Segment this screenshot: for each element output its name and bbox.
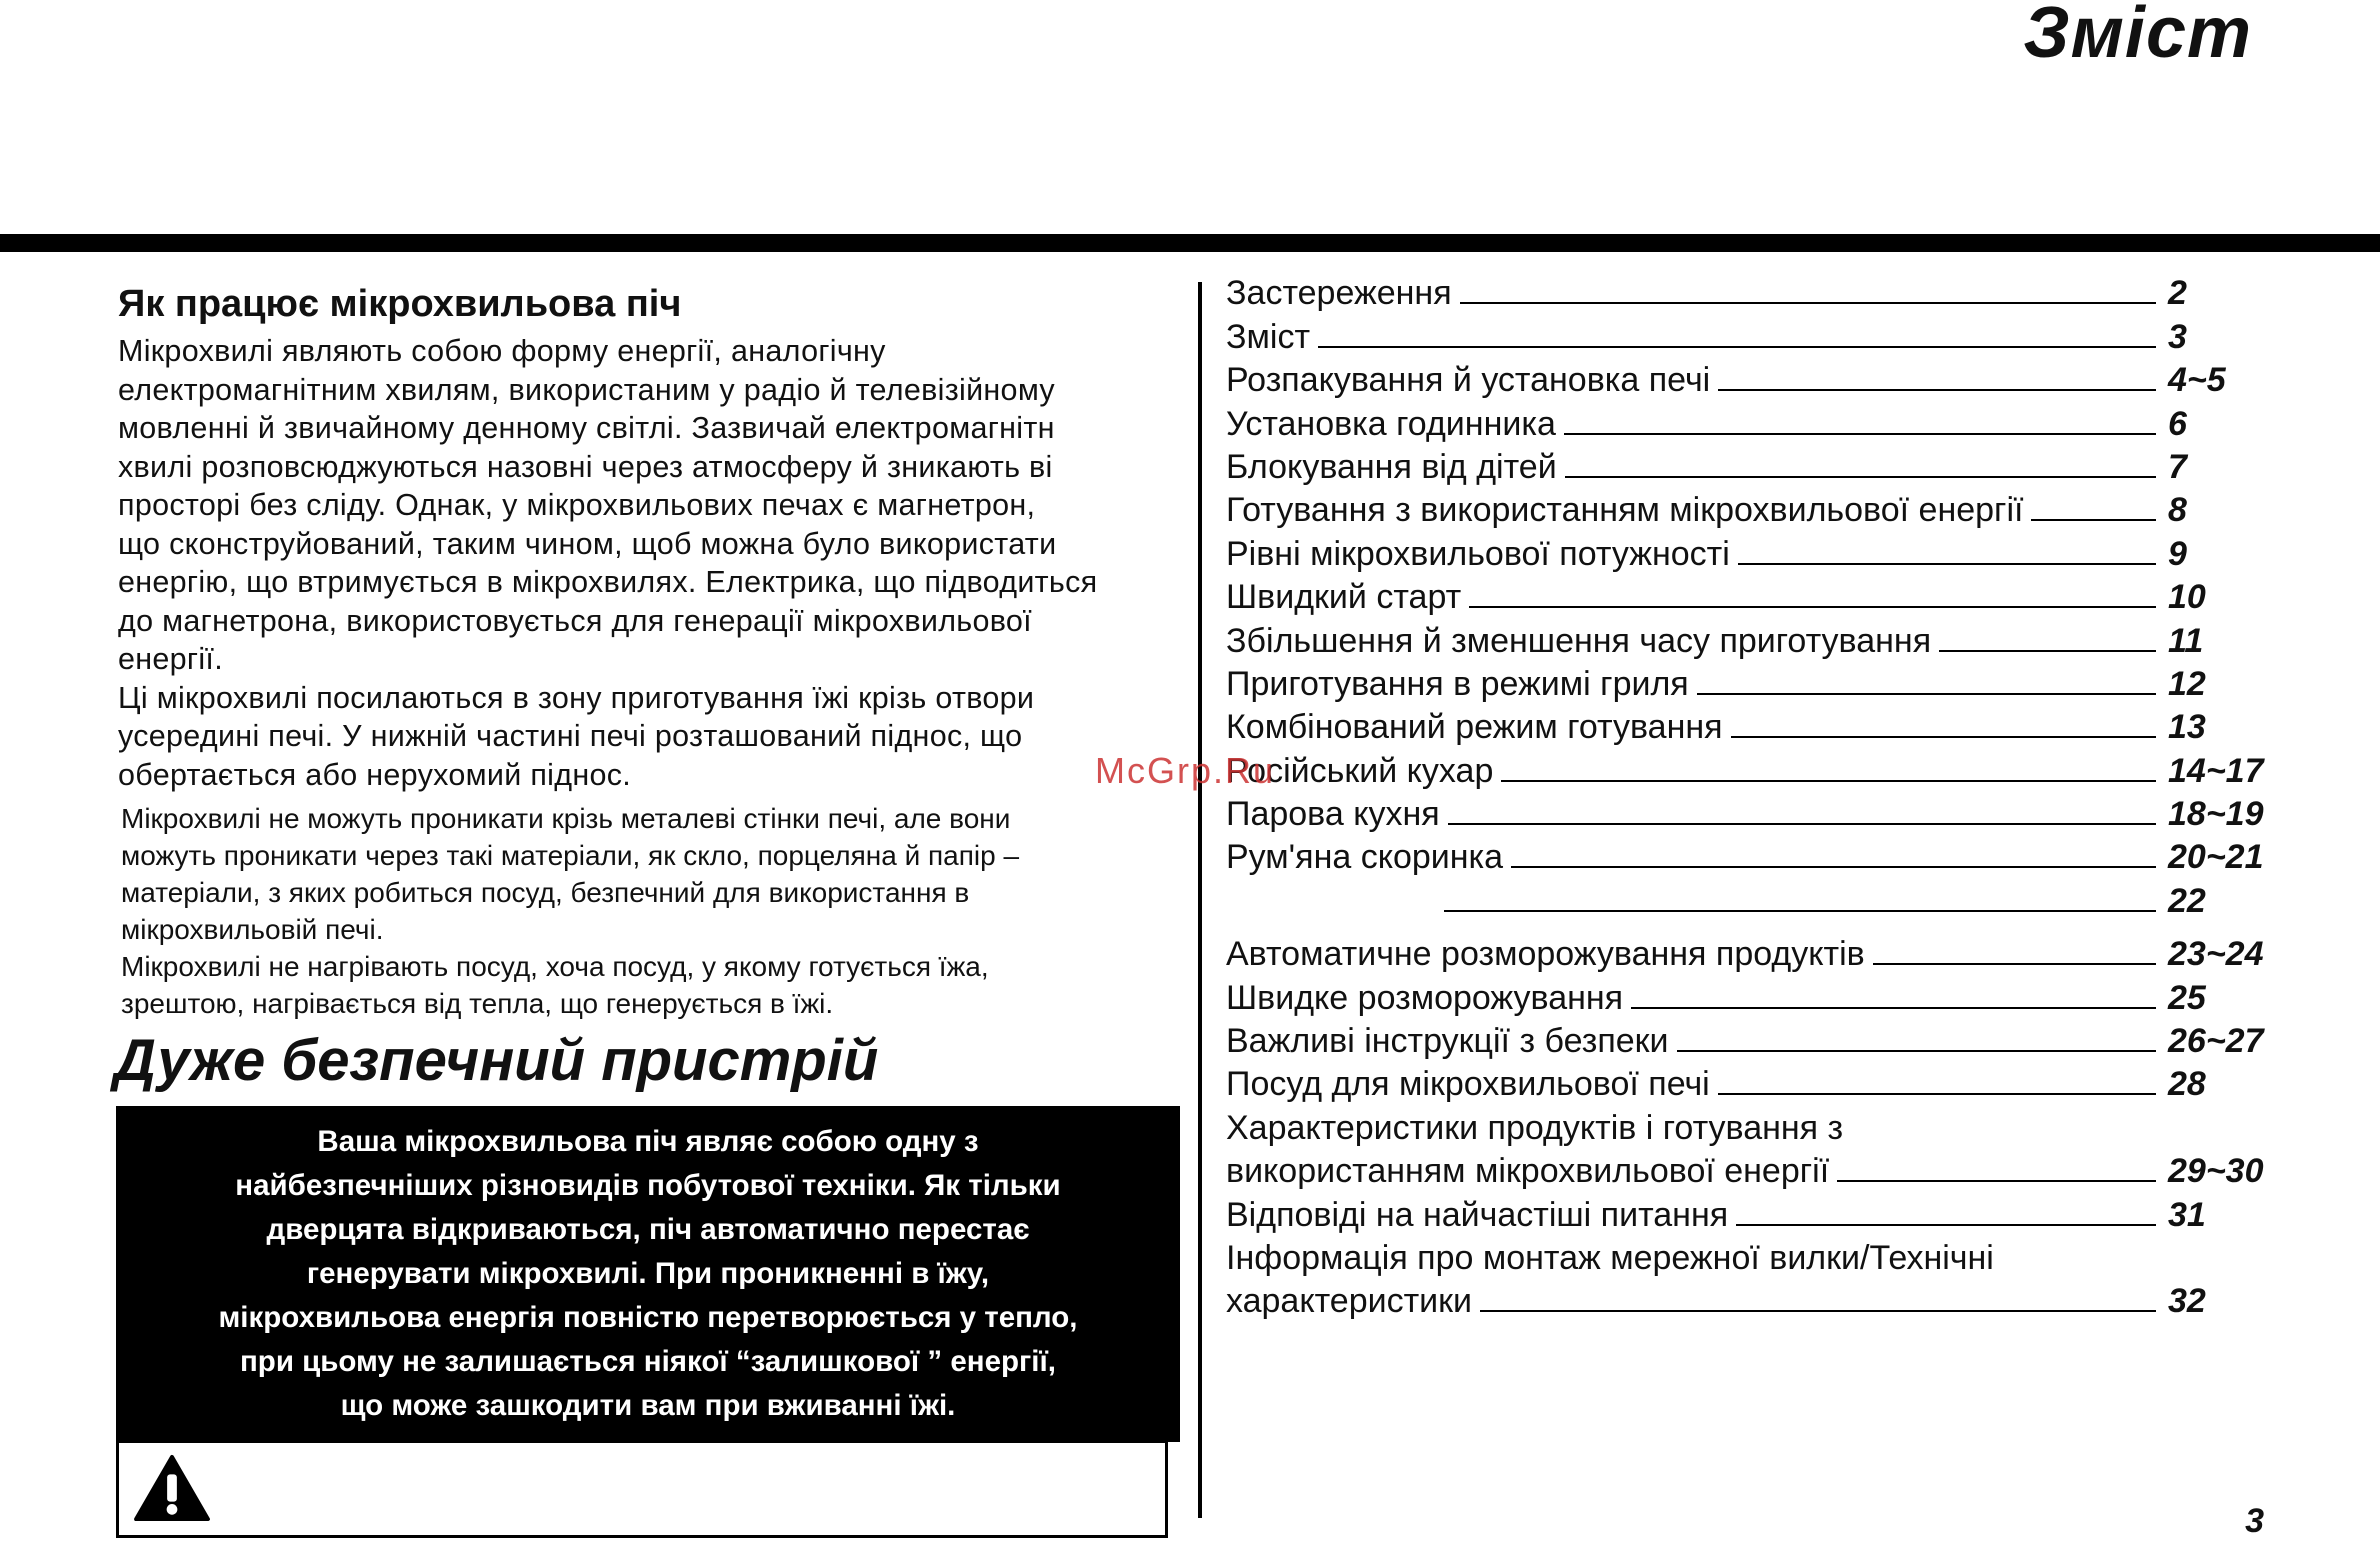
toc-entry-continued[interactable] xyxy=(1226,1235,2276,1278)
toc-entry[interactable] xyxy=(1226,1018,2276,1061)
toc-label: Російський кухар xyxy=(1226,751,1494,790)
notice-line: Ваша мікрохвильова піч являє собою одну з xyxy=(317,1125,979,1158)
toc-page: 3 xyxy=(2168,317,2187,356)
toc-page: 23~24 xyxy=(2168,935,2264,974)
toc-page: 25 xyxy=(2168,978,2206,1017)
body-line: енергію, що втримується в мікрохвилях. Електрика, що підводиться xyxy=(118,565,1098,599)
warning-box xyxy=(116,1440,1168,1538)
toc-leader xyxy=(1511,866,2156,868)
toc-entry[interactable] xyxy=(1226,974,2276,1017)
how-it-works-body xyxy=(118,332,1190,794)
toc-label: використанням мікрохвильової енергії xyxy=(1226,1152,1830,1191)
toc-entry[interactable] xyxy=(1226,574,2276,617)
toc-page: 9 xyxy=(2168,534,2187,573)
toc-page: 2 xyxy=(2168,274,2187,313)
toc-entry[interactable] xyxy=(1226,747,2276,790)
toc-leader xyxy=(1718,1093,2156,1095)
table-of-contents xyxy=(1226,270,2276,1321)
body-line: обертається або нерухомий піднос. xyxy=(118,757,632,792)
toc-page: 7 xyxy=(2168,447,2187,486)
toc-page: 20~21 xyxy=(2168,838,2264,877)
body-line: хвилі розповсюджуються назовні через атмосферу й зникають ві xyxy=(118,449,1053,484)
toc-label: Застереження xyxy=(1226,274,1452,313)
body-line: енергії. xyxy=(118,642,223,676)
toc-leader xyxy=(2031,519,2156,521)
safety-notice-box xyxy=(116,1106,1180,1442)
toc-leader xyxy=(1939,650,2156,652)
small-line: мікрохвильовій печі. xyxy=(121,914,384,945)
toc-label: характеристики xyxy=(1226,1282,1473,1321)
toc-leader xyxy=(1460,302,2156,304)
toc-entry[interactable] xyxy=(1226,400,2276,443)
toc-entry[interactable] xyxy=(1226,931,2276,974)
body-line: мовленні й звичайному денному світлі. Зазвичай електромагнітн xyxy=(118,411,1055,445)
toc-label: Розпакування й установка печі xyxy=(1226,361,1711,400)
body-line: що сконструйований, таким чином, щоб можна було використати xyxy=(118,526,1057,561)
toc-leader xyxy=(1873,963,2156,965)
toc-label: Швидкий старт xyxy=(1226,578,1462,617)
toc-entry[interactable] xyxy=(1226,530,2276,573)
top-rule xyxy=(0,234,2380,252)
notice-line: генерувати мікрохвилі. При проникненні в їжу, xyxy=(306,1257,990,1290)
toc-label: Рум'яна скоринка xyxy=(1226,838,1504,877)
toc-entry[interactable] xyxy=(1226,1148,2276,1191)
toc-leader xyxy=(1448,823,2156,825)
toc-label: Інформація про монтаж мережної вилки/Технічні xyxy=(1226,1238,1994,1277)
toc-label: Готування з використанням мікрохвильової енергії xyxy=(1226,491,2024,530)
toc-leader xyxy=(1677,1050,2156,1052)
toc-label: Комбінований режим готування xyxy=(1226,708,1723,747)
toc-leader xyxy=(1731,736,2156,738)
toc-leader xyxy=(1564,433,2156,435)
toc-label: Швидке розморожування xyxy=(1226,978,1624,1017)
toc-page: 14~17 xyxy=(2168,751,2264,790)
small-line: Мікрохвилі не нагрівають посуд, хоча посуд, у якому готується їжа, xyxy=(121,951,989,982)
toc-page: 18~19 xyxy=(2168,795,2264,834)
small-line: можуть проникати через такі матеріали, як скло, порцеляна й папір – xyxy=(121,840,1020,871)
toc-entry[interactable] xyxy=(1226,270,2276,313)
toc-page: 8 xyxy=(2168,491,2187,530)
notice-line: мікрохвильова енергія повністю перетворюється у тепло, xyxy=(218,1301,1078,1334)
notice-line: найбезпечніших різновидів побутової техніки. Як тільки xyxy=(235,1169,1061,1202)
toc-leader xyxy=(1837,1180,2156,1182)
toc-entry[interactable] xyxy=(1226,1278,2276,1321)
toc-label: Установка годинника xyxy=(1226,404,1556,443)
toc-entry-continued[interactable] xyxy=(1226,1104,2276,1147)
body-line: Мікрохвилі являють собою форму енергії, аналогічну xyxy=(118,334,886,368)
toc-entry[interactable] xyxy=(1226,357,2276,400)
small-print xyxy=(118,800,1190,1022)
toc-page: 13 xyxy=(2168,708,2206,747)
how-it-works-heading: Як працює мікрохвильова піч xyxy=(118,283,682,325)
toc-entry[interactable] xyxy=(1226,487,2276,530)
toc-entry[interactable] xyxy=(1226,877,2276,920)
toc-page: 10 xyxy=(2168,578,2206,617)
toc-leader xyxy=(1469,606,2156,608)
toc-page: 6 xyxy=(2168,404,2187,443)
toc-page: 26~27 xyxy=(2168,1022,2264,1061)
notice-line: що може зашкодити вам при вживанні їжі. xyxy=(340,1389,956,1422)
toc-label: Посуд для мікрохвильової печі xyxy=(1226,1065,1710,1104)
toc-label: Парова кухня xyxy=(1226,795,1440,834)
toc-page: 4~5 xyxy=(2168,361,2226,400)
toc-page: 12 xyxy=(2168,664,2206,703)
toc-label: Рівні мікрохвильової потужності xyxy=(1226,534,1730,573)
toc-entry[interactable] xyxy=(1226,834,2276,877)
left-column xyxy=(114,280,1190,1442)
toc-entry[interactable] xyxy=(1226,1191,2276,1234)
small-line: матеріали, з яких робиться посуд, безпечний для використання в xyxy=(121,877,970,908)
toc-entry[interactable] xyxy=(1226,313,2276,356)
toc-leader xyxy=(1631,1007,2156,1009)
notice-line: при цьому не залишається ніякої “залишкової ” енергії, xyxy=(239,1345,1056,1378)
toc-label: Відповіді на найчастіші питання xyxy=(1226,1195,1729,1234)
toc-label: Збільшення й зменшення часу приготування xyxy=(1226,621,1932,660)
column-divider xyxy=(1198,282,1202,1518)
toc-page: 32 xyxy=(2168,1282,2206,1321)
toc-page: 31 xyxy=(2168,1195,2206,1234)
toc-label: Зміст xyxy=(1226,317,1311,356)
watermark: McGrp.Ru xyxy=(1095,750,1276,791)
toc-label: Блокування від дітей xyxy=(1226,447,1557,486)
toc-entry[interactable] xyxy=(1226,661,2276,704)
toc-entry[interactable] xyxy=(1226,791,2276,834)
notice-line: дверцята відкриваються, піч автоматично перестає xyxy=(266,1213,1030,1246)
toc-page: 11 xyxy=(2168,621,2204,660)
page-number: 3 xyxy=(2245,1502,2264,1540)
toc-leader xyxy=(1738,563,2156,565)
toc-leader xyxy=(1444,910,2156,912)
toc-label: Характеристики продуктів і готування з xyxy=(1226,1108,1844,1147)
body-line: до магнетрона, використовується для генерації мікрохвильової xyxy=(118,603,1032,638)
toc-leader xyxy=(1480,1310,2156,1312)
page-title: Зміст xyxy=(2023,0,2252,73)
toc-leader xyxy=(1565,476,2156,478)
toc-label: Приготування в режимі гриля xyxy=(1226,664,1689,703)
small-line: зрештою, нагрівається від тепла, що генерується в їжі. xyxy=(121,988,834,1019)
small-line: Мікрохвилі не можуть проникати крізь металеві стінки печі, але вони xyxy=(121,803,1011,834)
toc-entry[interactable] xyxy=(1226,704,2276,747)
toc-label: Автоматичне розморожування продуктів xyxy=(1226,935,1865,974)
toc-page: 22 xyxy=(2168,881,2206,920)
toc-spacer xyxy=(1226,921,2276,931)
toc-page: 29~30 xyxy=(2168,1152,2264,1191)
body-line: електромагнітним хвилям, використаним у радіо й телевізійному xyxy=(118,372,1055,407)
body-line: просторі без сліду. Однак, у мікрохвильових печах є магнетрон, xyxy=(118,488,1036,522)
toc-entry[interactable] xyxy=(1226,617,2276,660)
body-line: Ці мікрохвилі посилаються в зону приготування їжі крізь отвори xyxy=(118,680,1035,715)
toc-leader xyxy=(1697,693,2156,695)
safe-device-heading: Дуже безпечний пристрій xyxy=(114,1028,879,1093)
toc-page: 28 xyxy=(2168,1065,2206,1104)
warning-triangle-icon xyxy=(133,1453,211,1523)
toc-leader xyxy=(1718,389,2156,391)
toc-leader xyxy=(1736,1224,2156,1226)
toc-leader xyxy=(1318,346,2156,348)
toc-label: Важливі інструкції з безпеки xyxy=(1226,1022,1669,1061)
body-line: усередині печі. У нижній частині печі розташований піднос, що xyxy=(118,719,1023,753)
toc-entry[interactable] xyxy=(1226,1061,2276,1104)
toc-leader xyxy=(1501,780,2156,782)
toc-entry[interactable] xyxy=(1226,444,2276,487)
